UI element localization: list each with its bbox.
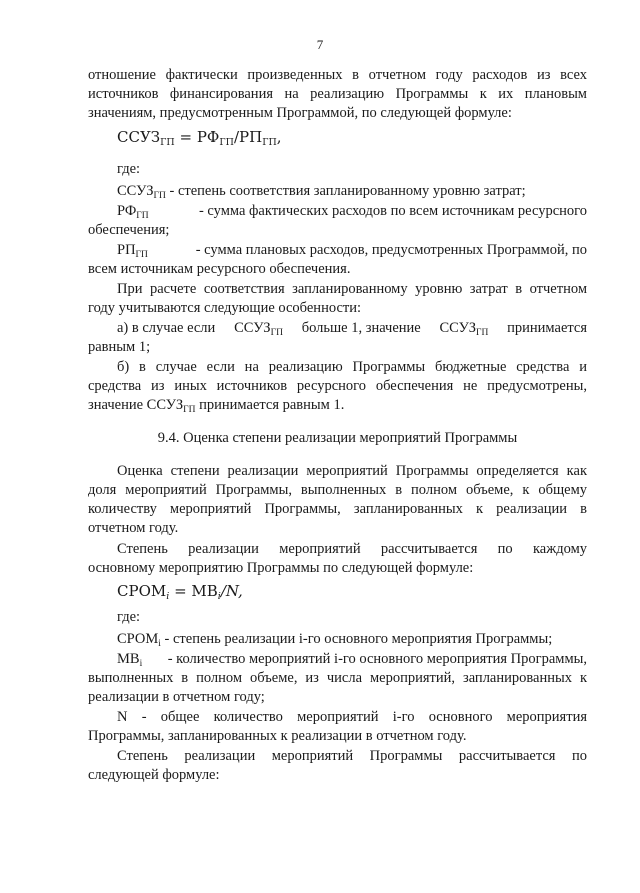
page-number: 7 xyxy=(316,37,324,52)
text-line: значениям, предусмотренным Программой, по следующей формуле: xyxy=(88,105,512,121)
text-line: выполненных в полном объеме, из числа мероприятий, запланированных к xyxy=(88,670,587,686)
text-line: доля мероприятий Программы, выполненных в полном объеме, к общему xyxy=(88,482,587,498)
definition-rp: $РП_{ГП}$ - сумма плановых расходов, предусмотренных Программой, по xyxy=(117,242,587,260)
text-line: всем источникам ресурсного обеспечения. xyxy=(88,261,351,277)
text-line: средства из иных источников ресурсного обеспечения не предусмотрены, xyxy=(88,378,587,394)
text-line: отчетном году. xyxy=(88,520,179,536)
definition-ssuz: $ССУЗ_{ГП}$ - степень соответствия запланированному уровню затрат; xyxy=(117,183,526,201)
text-line: Степень реализации мероприятий рассчитывается по каждому xyxy=(117,541,587,557)
text-line: году учитываются следующие особенности: xyxy=(88,300,362,316)
formula-srom: $СРОМ_i = МВ_i/N$, xyxy=(117,582,243,602)
section-heading: 9.4. Оценка степени реализации мероприятий Программы xyxy=(157,430,518,446)
definition-srom: $СРОМ_i$ - степень реализации i-го основного мероприятия Программы; xyxy=(117,631,553,649)
condition-a: а) в случае если $ССУЗ_{ГП}$ больше 1, значение $ССУЗ_{ГП}$ принимается xyxy=(117,320,587,338)
text-line: основному мероприятию Программы по следующей формуле: xyxy=(88,560,474,576)
text-line: где: xyxy=(117,161,141,177)
text-line: обеспечения; xyxy=(88,222,170,238)
definition-rf: $РФ_{ГП}$ - сумма фактических расходов по всем источникам ресурсного xyxy=(117,203,587,221)
text-line: реализации в отчетном году; xyxy=(88,689,265,705)
text-line: Программы, запланированных к реализации в отчетном году. xyxy=(88,728,467,744)
text-line: При расчете соответствия запланированному уровню затрат в отчетном xyxy=(117,281,587,297)
definition-n: N - общее количество мероприятий i-го основного мероприятия xyxy=(117,709,587,725)
text-line: следующей формуле: xyxy=(88,767,220,783)
condition-b-end: значение $ССУЗ_{ГП}$ принимается равным 1. xyxy=(88,397,345,415)
definition-mv: $МВ_i$ - количество мероприятий i-го основного мероприятия Программы, xyxy=(117,651,587,669)
text-line: б) в случае если на реализацию Программы бюджетные средства и xyxy=(117,359,587,375)
text-line: Степень реализации мероприятий Программы рассчитывается по xyxy=(117,748,587,764)
text-line: источников финансирования на реализацию Программы к их плановым xyxy=(88,86,587,102)
text-line: Оценка степени реализации мероприятий Программы определяется как xyxy=(117,463,587,479)
text-line: равным 1; xyxy=(88,339,151,355)
text-line: отношение фактически произведенных в отчетном году расходов из всех xyxy=(88,67,587,83)
text-line: количеству мероприятий Программы, запланированных к реализации в xyxy=(88,501,587,517)
formula-ssuz: $ССУЗ_{ГП} = РФ_{ГП}/РП_{ГП}$, xyxy=(117,128,282,148)
text-line: где: xyxy=(117,609,141,625)
